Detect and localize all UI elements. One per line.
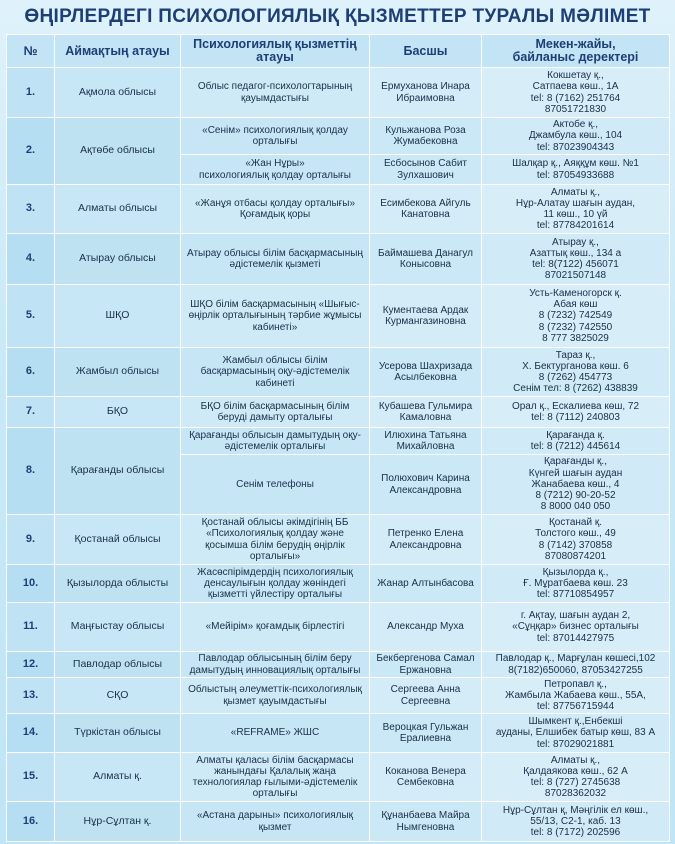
region-name: ШҚО — [55, 285, 181, 348]
header-num: № — [7, 35, 55, 68]
service-name: Атырау облысы білім басқармасының әдістемелік қызметі — [181, 234, 370, 285]
address-contacts: Алматы қ., Нұр-Алатау шағын аудан, 11 көш., 10 үй tel: 87784201614 — [482, 185, 670, 234]
table-row — [7, 428, 670, 455]
table-row — [7, 753, 670, 802]
region-name: Нұр-Сұлтан қ. — [55, 802, 181, 842]
service-name: Облыстың әлеуметтік-психологиялық қызмет қауымдастығы — [181, 678, 370, 714]
region-name: Жамбыл облысы — [55, 348, 181, 397]
service-name: Қостанай облысы әкімдігінің ББ «Психологиялық қолдау және қосымша білім берудің өңірлік орталығы» — [181, 515, 370, 565]
service-name: БҚО білім басқармасының білім беруді дамыту орталығы — [181, 397, 370, 428]
region-name: Ақмола облысы — [55, 68, 181, 118]
service-name: Алматы қаласы білім басқармасы жанындағы Қалалық жаңа технологиялар ғылыми-әдістемелік орталығы — [181, 753, 370, 802]
address-contacts: Қызылорда қ., Ғ. Мұратбаева көш. 23 tel: 87710854957 — [482, 565, 670, 603]
row-number: 16. — [7, 802, 55, 842]
table-row — [7, 234, 670, 285]
head-name: Кубашева Гульмира Камаловна — [370, 397, 482, 428]
table-row — [7, 285, 670, 348]
page-title: ӨҢІРЛЕРДЕГІ ПСИХОЛОГИЯЛЫҚ ҚЫЗМЕТТЕР ТУРАЛЫ МӘЛІМЕТ — [24, 6, 651, 27]
region-name: Павлодар облысы — [55, 652, 181, 678]
table-row — [7, 118, 670, 155]
address-contacts: Атырау қ., Азаттық көш., 134 а tel: 8(7122) 456071 87021507148 — [482, 234, 670, 285]
region-name: Маңғыстау облысы — [55, 603, 181, 652]
service-name: Павлодар облысының білім беру дамытудың инновациялық орталығы — [181, 652, 370, 678]
head-name: Бекбергенова Самал Ержановна — [370, 652, 482, 678]
region-name: Атырау облысы — [55, 234, 181, 285]
address-contacts: Шалқар қ., Аяққұм көш. №1 tel: 87054933688 — [482, 155, 670, 185]
header-row — [7, 35, 670, 68]
address-contacts: Актобе қ., Джамбула көш., 104 tel: 87023904343 — [482, 118, 670, 155]
address-contacts: г. Ақтау, шағын аудан 2, «Сұңқар» бизнес орталығы tel: 87014427975 — [482, 603, 670, 652]
region-name: Ақтөбе облысы — [55, 118, 181, 185]
table-row — [7, 348, 670, 397]
row-number: 11. — [7, 603, 55, 652]
head-name: Коканова Венера Сембековна — [370, 753, 482, 802]
header-head: Басшы — [370, 35, 482, 68]
service-name: Жасөспірімдердің психологиялық денсаулығын қолдау жөніндегі қызметті үйлестіру орталығы — [181, 565, 370, 603]
head-name: Құнанбаева Майра Нымгеновна — [370, 802, 482, 842]
table-row — [7, 678, 670, 714]
region-name: Түркістан облысы — [55, 714, 181, 753]
head-name: Вероцкая Гульжан Ералиевна — [370, 714, 482, 753]
row-number: 12. — [7, 652, 55, 678]
region-name: Қызылорда облысты — [55, 565, 181, 603]
table-row — [7, 515, 670, 565]
row-number: 8. — [7, 428, 55, 515]
service-name: «Астана дарыны» психологиялық қызмет — [181, 802, 370, 842]
row-number: 14. — [7, 714, 55, 753]
row-number: 10. — [7, 565, 55, 603]
head-name: Есимбекова Айгуль Канатовна — [370, 185, 482, 234]
head-name: Ермуханова Инара Ибраимовна — [370, 68, 482, 118]
service-name: Жамбыл облысы білім басқармасының оқу-әдістемелік кабинеті — [181, 348, 370, 397]
service-name: Облыс педагог-психологтарының қауымдастығы — [181, 68, 370, 118]
service-name: Қарағанды облысын дамытудың оқу- әдістемелік орталығы — [181, 428, 370, 455]
row-number: 3. — [7, 185, 55, 234]
table-row — [7, 603, 670, 652]
services-table — [6, 34, 670, 842]
address-contacts: Усть-Каменогорск қ. Абая көш 8 (7232) 742549 8 (7232) 742550 8 777 3825029 — [482, 285, 670, 348]
head-name: Петренко Елена Александровна — [370, 515, 482, 565]
region-name: СҚО — [55, 678, 181, 714]
head-name: Баймашева Данагул Конысовна — [370, 234, 482, 285]
service-name: «Жанұя отбасы қолдау орталығы» Қоғамдық қоры — [181, 185, 370, 234]
head-name: Кументаева Ардак Курмангазиновна — [370, 285, 482, 348]
head-name: Кульжанова Роза Жумабековна — [370, 118, 482, 155]
service-name: «Мейірім» қоғамдық бірлестігі — [181, 603, 370, 652]
row-number: 2. — [7, 118, 55, 185]
head-name: Илюхина Татьяна Михайловна — [370, 428, 482, 455]
table-row — [7, 185, 670, 234]
head-name: Усерова Шахризада Асылбековна — [370, 348, 482, 397]
service-name: «Жан Нұры» психологиялық қолдау орталығы — [181, 155, 370, 185]
region-name: Алматы қ. — [55, 753, 181, 802]
address-contacts: Алматы қ., Қалдаякова көш., 62 А tel: 8 (727) 2745638 87028362032 — [482, 753, 670, 802]
row-number: 5. — [7, 285, 55, 348]
header-service: Психологиялық қызметтің атауы — [181, 35, 370, 68]
header-address: Мекен-жайы, байланыс деректері — [482, 35, 670, 68]
head-name: Жанар Алтынбасова — [370, 565, 482, 603]
table-row — [7, 802, 670, 842]
row-number: 9. — [7, 515, 55, 565]
address-contacts: Қостанай қ. Толстого көш., 49 8 (7142) 370858 87080874201 — [482, 515, 670, 565]
service-name: «REFRAME» ЖШС — [181, 714, 370, 753]
row-number: 13. — [7, 678, 55, 714]
row-number: 1. — [7, 68, 55, 118]
table-row — [7, 714, 670, 753]
service-name: ШҚО білім басқармасының «Шығыс- өңірлік орталығының тәрбие жұмысы кабинеті» — [181, 285, 370, 348]
address-contacts: Тараз қ., Х. Бектурганова көш. 6 8 (7262) 454773 Сенім тел: 8 (7262) 438839 — [482, 348, 670, 397]
region-name: Қарағанды облысы — [55, 428, 181, 515]
table-row — [7, 652, 670, 678]
row-number: 6. — [7, 348, 55, 397]
address-contacts: Шымкент қ.,Енбекші ауданы, Елшибек батыр көш, 83 А tel: 87029021881 — [482, 714, 670, 753]
address-contacts: Павлодар қ., Марғұлан көшесі,102 8(7182)650060, 87053427255 — [482, 652, 670, 678]
row-number: 7. — [7, 397, 55, 428]
row-number: 15. — [7, 753, 55, 802]
service-name: «Сенім» психологиялық қолдау орталығы — [181, 118, 370, 155]
table-row — [7, 68, 670, 118]
address-contacts: Орал қ., Ескалиева көш, 72 tel: 8 (7112) 240803 — [482, 397, 670, 428]
region-name: Қостанай облысы — [55, 515, 181, 565]
row-number: 4. — [7, 234, 55, 285]
region-name: БҚО — [55, 397, 181, 428]
head-name: Полюхович Карина Александровна — [370, 455, 482, 515]
service-name: Сенім телефоны — [181, 455, 370, 515]
head-name: Александр Муха — [370, 603, 482, 652]
region-name: Алматы облысы — [55, 185, 181, 234]
address-contacts: Қарағанды қ., Күнгей шағын аудан Жанабаева көш., 4 8 (7212) 90-20-52 8 8000 040 050 — [482, 455, 670, 515]
head-name: Есбосынов Сабит Зулхашович — [370, 155, 482, 185]
address-contacts: Кокшетау қ., Сатпаева көш., 1А tel: 8 (7162) 251764 87051721830 — [482, 68, 670, 118]
head-name: Сергеева Анна Сергеевна — [370, 678, 482, 714]
address-contacts: Қарағанда қ. tel: 8 (7212) 445614 — [482, 428, 670, 455]
address-contacts: Петропавл қ., Жамбыла Жабаева көш., 55А, tel: 87756715944 — [482, 678, 670, 714]
table-row — [7, 565, 670, 603]
header-region: Аймақтың атауы — [55, 35, 181, 68]
table-row — [7, 397, 670, 428]
address-contacts: Нұр-Сұлтан қ, Мәңгілік ел көш., 55/13, С2-1, каб. 13 tel: 8 (7172) 202596 — [482, 802, 670, 842]
